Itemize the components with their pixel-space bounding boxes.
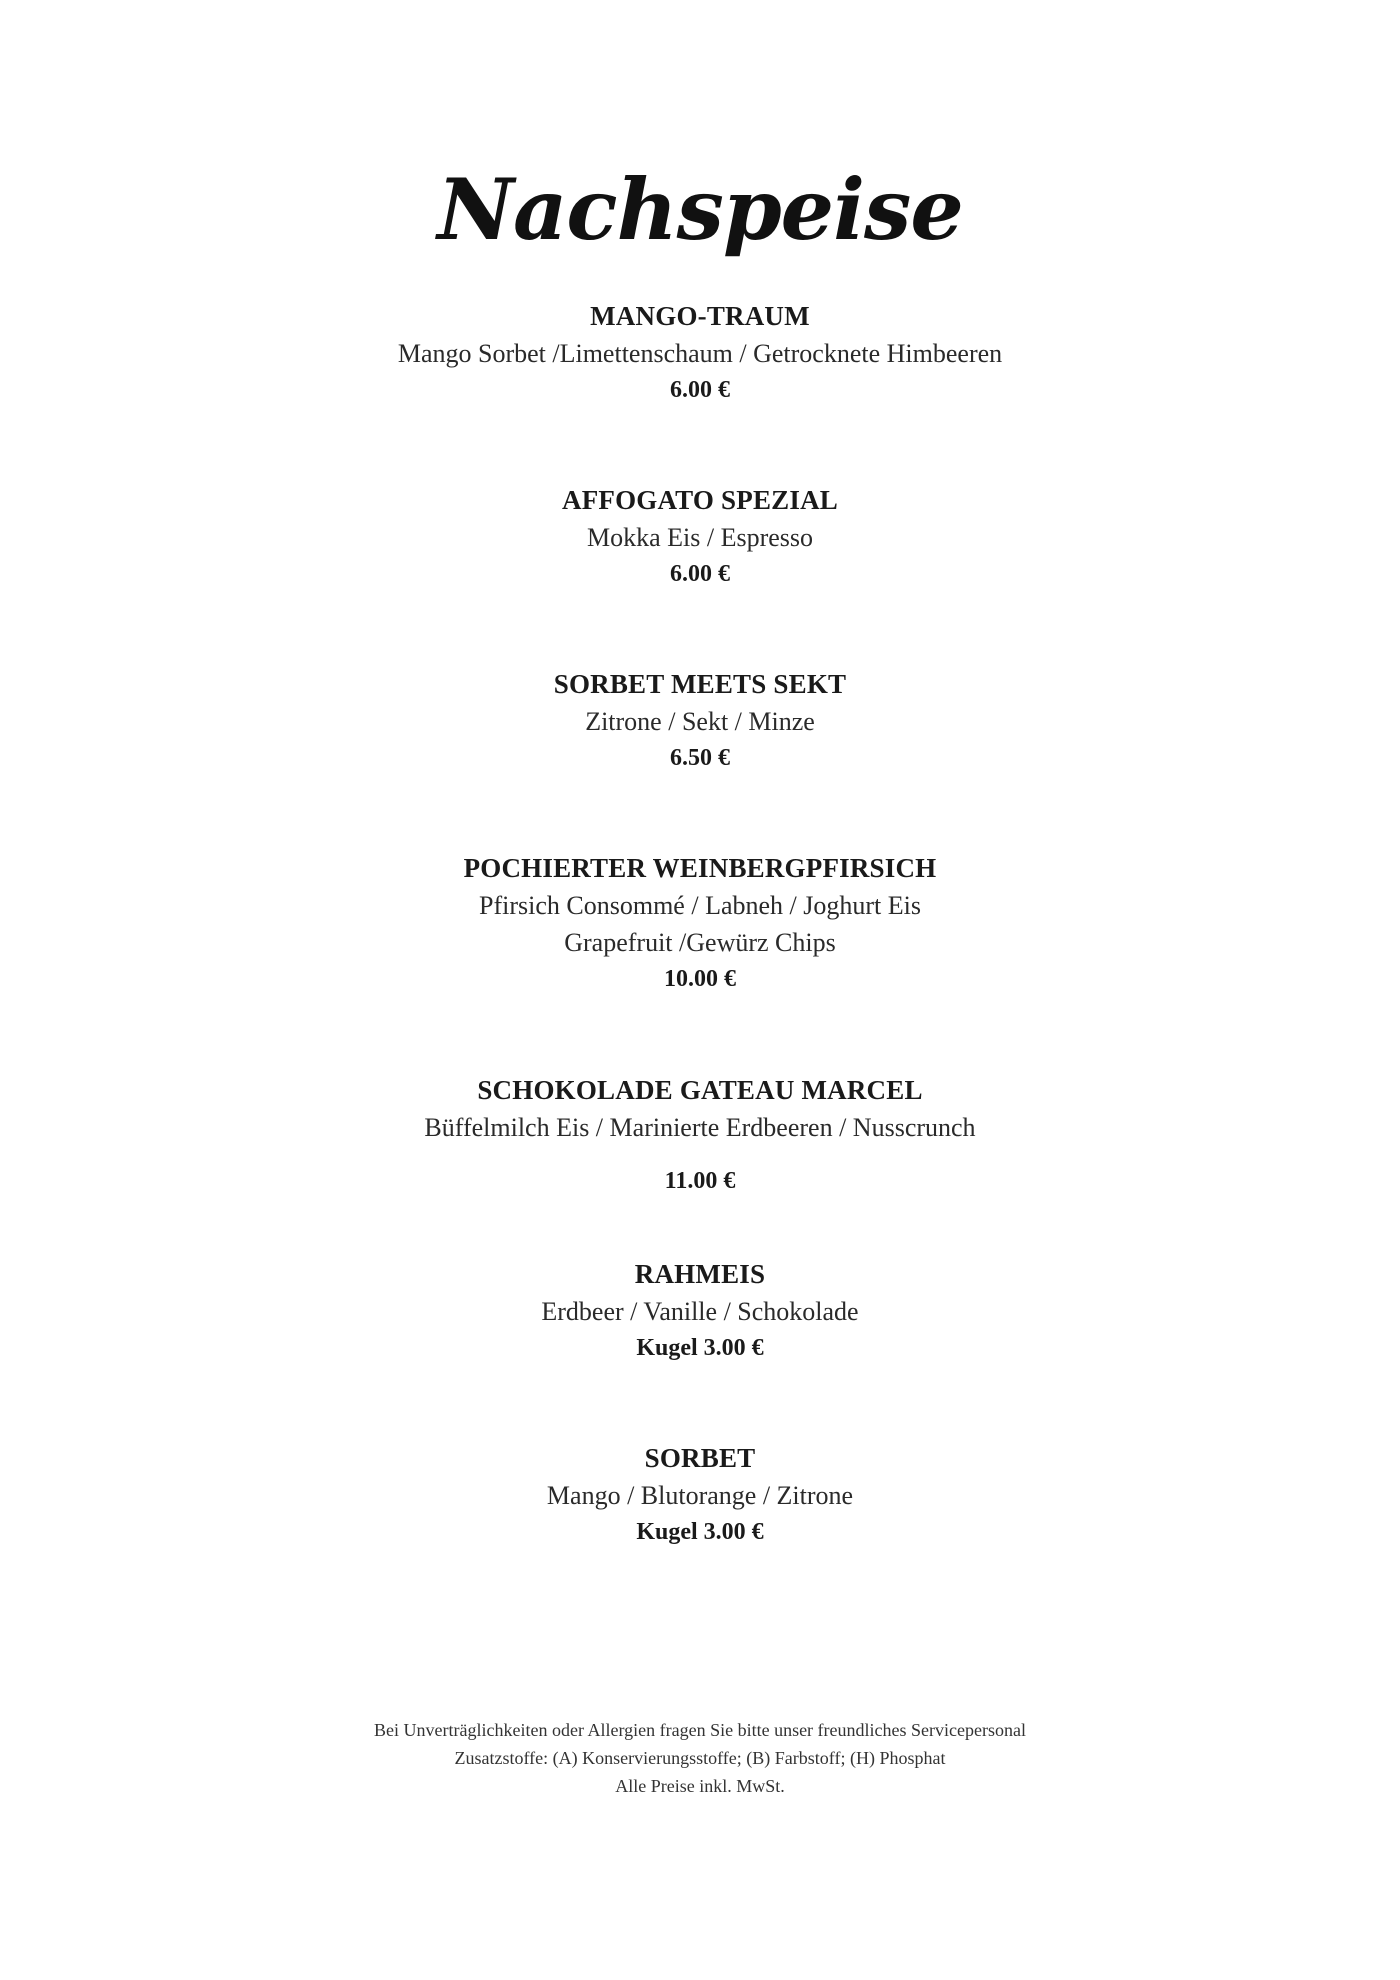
item-price: 6.00 €	[670, 377, 730, 403]
item-description: Büffelmilch Eis / Marinierte Erdbeeren / Nusscrunch	[424, 1113, 976, 1142]
item-description: Zitrone / Sekt / Minze	[585, 707, 815, 736]
item-name: POCHIERTER WEINBERGPFIRSICH	[463, 853, 937, 883]
menu-item-sorbet-meets-sekt	[0, 666, 1400, 777]
item-name: MANGO-TRAUM	[590, 301, 810, 331]
allergy-note: Bei Unverträglichkeiten oder Allergien fragen Sie bitte unser freundliches Servicepersonal	[374, 1720, 1026, 1740]
vat-note: Alle Preise inkl. MwSt.	[615, 1776, 785, 1796]
menu-item-affogato-spezial	[0, 482, 1400, 593]
item-name: SORBET MEETS SEKT	[553, 669, 847, 699]
item-description: Mango / Blutorange / Zitrone	[546, 1481, 854, 1510]
item-name: SORBET	[644, 1443, 756, 1473]
item-name: AFFOGATO SPEZIAL	[562, 485, 838, 515]
item-price: 11.00 €	[664, 1168, 736, 1194]
menu-item-pochierter-weinbergpfirsich	[0, 850, 1400, 998]
item-description: Pfirsich Consommé / Labneh / Joghurt Eis	[479, 891, 921, 920]
item-description: Mokka Eis / Espresso	[586, 523, 814, 552]
menu-item-sorbet	[0, 1440, 1400, 1551]
page-title: Nachspeise	[437, 160, 963, 259]
item-name: SCHOKOLADE GATEAU MARCEL	[477, 1075, 923, 1105]
menu-item-schokolade-gateau-marcel	[0, 1072, 1400, 1200]
footer-notes	[0, 1716, 1400, 1800]
additives-note: Zusatzstoffe: (A) Konservierungsstoffe; (B) Farbstoff; (H) Phosphat	[454, 1748, 946, 1768]
item-description: Mango Sorbet /Limettenschaum / Getrocknete Himbeeren	[397, 339, 1003, 368]
item-name: RAHMEIS	[634, 1259, 766, 1289]
menu-item-rahmeis	[0, 1256, 1400, 1367]
item-description: Erdbeer / Vanille / Schokolade	[541, 1297, 859, 1326]
item-price: 6.00 €	[670, 561, 730, 587]
item-price: Kugel 3.00 €	[636, 1335, 764, 1361]
item-price: 10.00 €	[664, 966, 736, 992]
item-description: Grapefruit /Gewürz Chips	[564, 928, 836, 957]
menu-item-mango-traum	[0, 298, 1400, 409]
item-price: 6.50 €	[670, 745, 730, 771]
item-price: Kugel 3.00 €	[636, 1519, 764, 1545]
